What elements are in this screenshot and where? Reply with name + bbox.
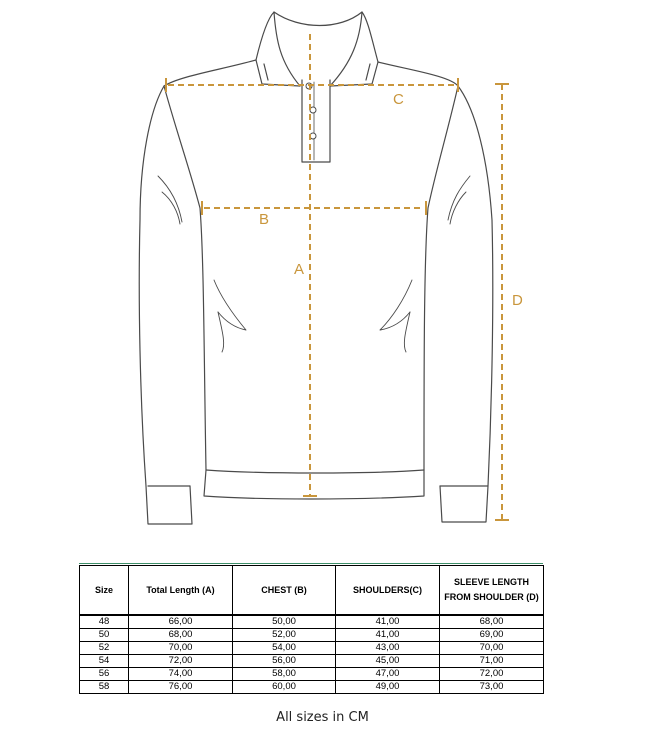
cell: 66,00 [129,615,233,629]
cell: 69,00 [440,629,544,642]
label-b: B [259,211,270,228]
shirt-outline [139,12,493,524]
table-row [80,681,544,694]
cell: 70,00 [129,642,233,655]
cell: 76,00 [129,681,233,694]
cell: 45,00 [336,655,440,668]
cell: 52,00 [233,629,336,642]
table-top-rule [79,563,543,564]
cell: 47,00 [336,668,440,681]
cell: 71,00 [440,655,544,668]
cell: 74,00 [129,668,233,681]
label-c: C [393,91,404,108]
header-shoulders: SHOULDERS(C) [336,566,440,616]
measurement-labels [259,91,523,309]
cell: 52 [80,642,129,655]
table-row [80,615,544,629]
cell: 56 [80,668,129,681]
table-row [80,668,544,681]
header-sleeve-length: SLEEVE LENGTH FROM SHOULDER (D) [440,566,544,616]
cell: 68,00 [440,615,544,629]
measurement-ticks [166,78,509,520]
table-header-row [80,566,544,616]
cell: 43,00 [336,642,440,655]
cell: 60,00 [233,681,336,694]
cell: 41,00 [336,615,440,629]
label-d: D [512,292,523,309]
cell: 58 [80,681,129,694]
cell: 72,00 [440,668,544,681]
button-icons [306,83,316,139]
units-caption: All sizes in CM [276,710,369,725]
cell: 72,00 [129,655,233,668]
table-row [80,642,544,655]
cell: 41,00 [336,629,440,642]
header-chest: CHEST (B) [233,566,336,616]
cell: 50,00 [233,615,336,629]
cell: 49,00 [336,681,440,694]
cell: 48 [80,615,129,629]
size-chart-table [79,565,544,694]
cell: 70,00 [440,642,544,655]
measurement-lines [168,34,502,520]
label-a: A [294,261,305,278]
cell: 54,00 [233,642,336,655]
cell: 68,00 [129,629,233,642]
header-size: Size [80,566,129,616]
cell: 56,00 [233,655,336,668]
table-row [80,629,544,642]
cell: 50 [80,629,129,642]
header-total-length: Total Length (A) [129,566,233,616]
cell: 73,00 [440,681,544,694]
cell: 58,00 [233,668,336,681]
cell: 54 [80,655,129,668]
table-row [80,655,544,668]
